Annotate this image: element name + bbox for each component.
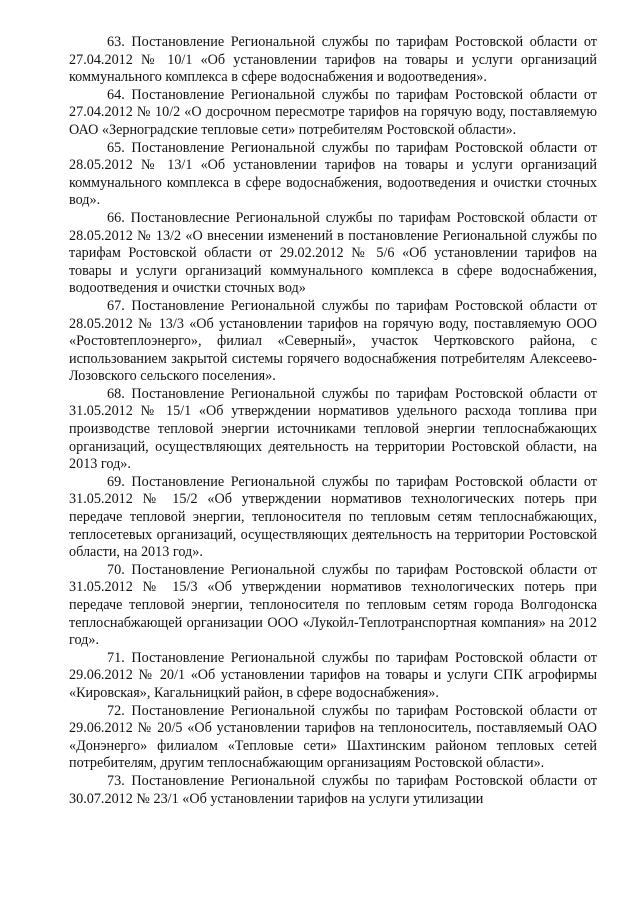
paragraph-72: 72. Постановление Региональной службы по тарифам Ростовской области от 29.06.2012 № 20/5 «Об установлении тарифов на теплоноситель, поставляемый ОАО «Донэнерго» филиалом «Тепловые сети» Шахтинским районом тепловых сетей потребителям, другим теплоснабжающим организациям Ростовской области». (69, 702, 597, 772)
paragraph-73: 73. Постановление Региональной службы по тарифам Ростовской области от 30.07.2012 № 23/1 «Об установлении тарифов на услуги утилизации (69, 772, 597, 807)
paragraph-64: 64. Постановление Региональной службы по тарифам Ростовской области от 27.04.2012 № 10/2 «О досрочном пересмотре тарифов на горячую воду, поставляемую ОАО «Зерноградские тепловые сети» потребителям Ростовской области». (69, 86, 597, 138)
paragraph-68: 68. Постановление Региональной службы по тарифам Ростовской области от 31.05.2012 № 15/1 «Об утверждении нормативов удельного расхода топлива при производстве тепловой энергии источниками тепловой энергии теплоснабжающих организаций, осуществляющих деятельность на территории Ростовской области, на 2013 год». (69, 385, 597, 473)
paragraph-63: 63. Постановление Региональной службы по тарифам Ростовской области от 27.04.2012 № 10/1 «Об установлении тарифов на товары и услуги организаций коммунального комплекса в сфере водоснабжения и водоотведения». (69, 34, 597, 86)
paragraph-67: 67. Постановление Региональной службы по тарифам Ростовской области от 28.05.2012 № 13/3 «Об установлении тарифов на горячую воду, поставляемую ООО «Ростовтеплоэнерго», филиал «Северный», участок Чертковского района, с использованием закрытой системы горячего водоснабжения потребителям Алексеево-Лозовского сельского поселения». (69, 297, 597, 385)
paragraph-69: 69. Постановление Региональной службы по тарифам Ростовской области от 31.05.2012 № 15/2 «Об утверждении нормативов технологических потерь при передаче тепловой энергии, теплоносителя по тепловым сетям теплоснабжающих, теплосетевых организаций, осуществляющих деятельность на территории Ростовской области, на 2013 год». (69, 473, 597, 561)
paragraph-66: 66. Постановлеcние Региональной службы по тарифам Ростовской области от 28.05.2012 № 13/2 «О внесении изменений в постановление Региональной службы по тарифам Ростовской области от 29.02.2012 № 5/6 «Об установлении тарифов на товары и услуги организаций коммунального комплекса в сфере водоснабжения, водоотведения и очистки сточных вод» (69, 209, 597, 297)
paragraph-70: 70. Постановление Региональной службы по тарифам Ростовской области от 31.05.2012 № 15/3 «Об утверждении нормативов технологических потерь при передаче тепловой энергии, теплоносителя по тепловым сетям города Волгодонска теплоснабжающей организации ООО «Лукойл-Теплотранспортная компания» на 2012 год». (69, 561, 597, 649)
document-page (69, 34, 597, 808)
paragraph-71: 71. Постановление Региональной службы по тарифам Ростовской области от 29.06.2012 № 20/1 «Об установлении тарифов на товары и услуги СПК агрофирмы «Кировская», Кагальницкий район, в сфере водоснабжения». (69, 649, 597, 701)
paragraph-65: 65. Постановление Региональной службы по тарифам Ростовской области от 28.05.2012 № 13/1 «Об установлении тарифов на товары и услуги организаций коммунального комплекса в сфере водоснабжения, водоотведения и очистки сточных вод». (69, 139, 597, 209)
